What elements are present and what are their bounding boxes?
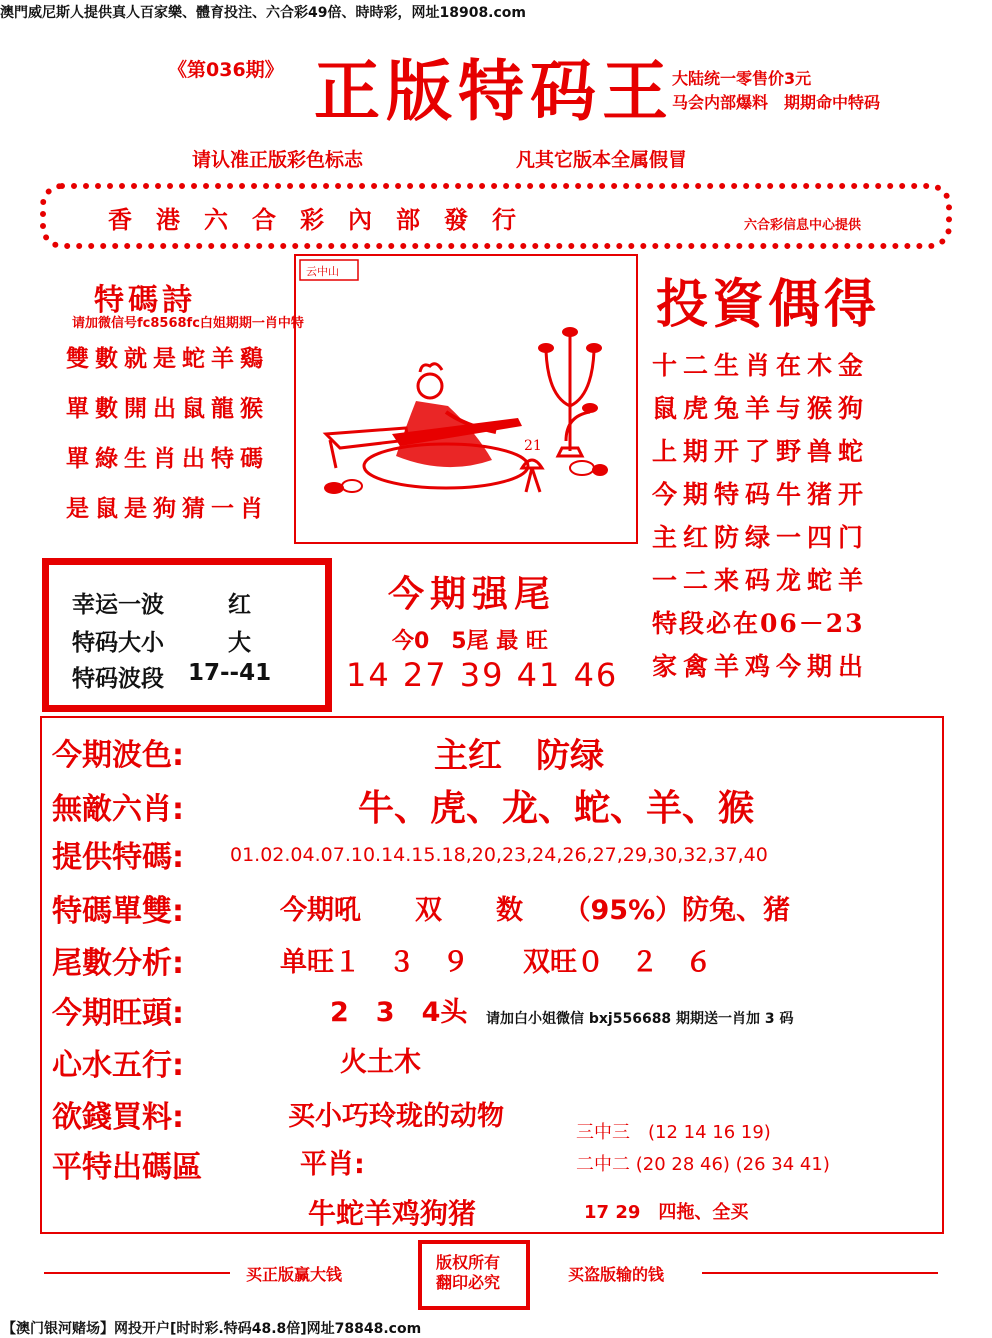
flat-numbers: 17 29 四拖、全买 [584, 1202, 749, 1223]
invest-line-1: 十二生肖在木金 [652, 351, 870, 380]
publisher-credit: 六合彩信息中心提供 [744, 218, 862, 233]
page-title: 正版特码王 [314, 52, 674, 130]
lucky-size-value: 大 [228, 630, 251, 656]
notice-left: 请认准正版彩色标志 [192, 149, 364, 171]
tail-analysis-value: 单旺１ ３ ９ 双旺０ ２ ６ [280, 947, 712, 978]
buy-tip-label: 欲錢買料: [52, 1100, 184, 1135]
slogan-text: 马会内部爆料 期期命中特码 [672, 93, 881, 112]
invest-line-4: 今期特码牛猪开 [652, 480, 870, 509]
flat-animals: 牛蛇羊鸡狗猪 [308, 1197, 477, 1230]
two-in-two: 二中二 (20 28 46) (26 34 41) [576, 1154, 830, 1175]
footer-line-left [44, 1272, 230, 1274]
odd-even-value: 今期吼 双 数 （95%）防兔、猪 [280, 895, 791, 926]
six-zodiac-value: 牛、虎、龙、蛇、羊、猴 [358, 788, 755, 829]
strong-tail-subtitle: 今0 5尾 最 旺 [392, 629, 548, 654]
lucky-size-label: 特码大小 [72, 630, 164, 656]
publisher-text: 香 港 六 合 彩 內 部 發 行 [108, 205, 516, 234]
issue-number: 《第036期》 [168, 59, 284, 81]
head-wechat-note: 请加白小姐微信 bxj556688 期期送一肖加 3 码 [486, 1011, 794, 1027]
invest-line-5: 主红防绿一四门 [652, 523, 870, 552]
wave-color-label: 今期波色: [52, 738, 184, 773]
footer-right-text: 买盗版输的钱 [568, 1265, 665, 1284]
copyright-line-1: 版权所有 [436, 1253, 501, 1272]
top-banner: 澳門威尼斯人提供真人百家樂、體育投注、六合彩49倍、時時彩，网址18908.com [0, 5, 527, 21]
invest-title: 投資偶得 [656, 274, 881, 335]
poem-line-4: 是鼠是狗猜一肖 [66, 495, 269, 522]
lucky-wave-label: 幸运一波 [72, 592, 164, 618]
footer-left-text: 买正版赢大钱 [246, 1265, 343, 1284]
invest-line-3: 上期开了野兽蛇 [652, 437, 870, 466]
tail-analysis-label: 尾數分析: [52, 946, 184, 981]
wave-color-value: 主红 防绿 [434, 736, 604, 776]
five-elements-label: 心水五行: [52, 1048, 184, 1083]
poem-title: 特碼詩 [94, 283, 196, 318]
price-text: 大陆统一零售价3元 [672, 69, 812, 88]
odd-even-label: 特碼單雙: [52, 894, 184, 929]
five-elements-value: 火土木 [340, 1047, 421, 1078]
footer-line-right [702, 1272, 938, 1274]
flat-zodiac-label: 平肖: [300, 1149, 365, 1180]
poem-wechat: 请加微信号fc8568fc白姐期期一肖中特 [72, 316, 304, 331]
illustration-mark: 21 [524, 438, 542, 454]
illustration-stamp: 云中山 [306, 265, 339, 278]
lucky-range-value: 17--41 [188, 660, 272, 686]
poem-line-1: 雙數就是蛇羊鷄 [66, 345, 269, 372]
lucky-wave-value: 红 [228, 592, 251, 618]
lucky-range-label: 特码波段 [72, 666, 164, 692]
three-in-three: 三中三 (12 14 16 19) [576, 1122, 771, 1143]
strong-tail-numbers: 14 27 39 41 46 [346, 656, 619, 694]
poem-line-3: 單綠生肖出特碼 [66, 445, 269, 472]
hot-head-label: 今期旺頭: [52, 996, 184, 1031]
invest-line-6: 一二来码龙蛇羊 [652, 566, 870, 595]
notice-right: 凡其它版本全属假冒 [516, 149, 688, 171]
six-zodiac-label: 無敵六肖: [52, 792, 184, 827]
bottom-banner: 【澳门银河赌场】网投开户[时时彩.特码48.8倍]网址78848.com [2, 1321, 422, 1337]
copyright-line-2: 翻印必究 [436, 1273, 501, 1292]
invest-line-2: 鼠虎兔羊与猴狗 [652, 394, 870, 423]
special-numbers-label: 提供特碼: [52, 840, 184, 875]
flat-zone-label: 平特出碼區 [52, 1150, 202, 1185]
invest-line-8: 家禽羊鸡今期出 [652, 652, 870, 681]
invest-line-7: 特段必在06－23 [652, 609, 865, 638]
poem-line-2: 單數開出鼠龍猴 [66, 395, 269, 422]
strong-tail-title: 今期强尾 [388, 573, 557, 615]
lady-with-zither-illustration [296, 256, 634, 540]
special-numbers-value: 01.02.04.07.10.14.15.18,20,23,24,26,27,29,30,32,37,40 [230, 844, 768, 866]
hot-head-value: 2 3 4头 [330, 997, 468, 1028]
buy-tip-value: 买小巧玲珑的动物 [288, 1101, 504, 1132]
